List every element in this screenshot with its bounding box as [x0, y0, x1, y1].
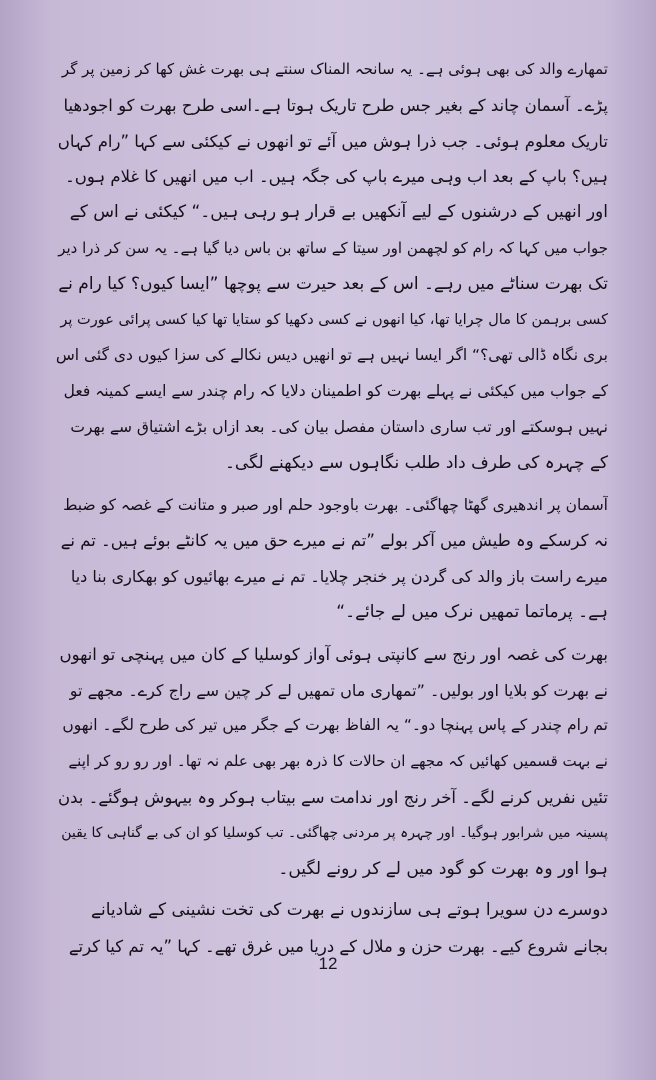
text-line: تاریک معلوم ہوئی۔ جب ذرا ہوش میں آئے تو انھوں نے کیکئی سے کہا ”رام کہاں: [57, 131, 608, 151]
text-line: کے جواب میں کیکئی نے پہلے بھرت کو اطمینان دلایا کہ رام چندر سے ایسے کمینہ فعل: [63, 382, 608, 401]
text-line: تئیں نفریں کرنے لگے۔ آخر رنج اور ندامت سے بیتاب ہوکر وہ بیہوش ہوگئے۔ بدن: [58, 787, 608, 807]
text-line: کے چہرہ کی طرف داد طلب نگاہوں سے دیکھنے لگی۔: [224, 452, 608, 473]
text-line: اور انھیں کے درشنوں کے لیے آنکھیں بے قرار ہو رہی ہیں۔“ کیکئی نے اس کے: [69, 202, 608, 223]
text-line: نہ کرسکے وہ طیش میں آکر بولے ”تم نے میرے حق میں یہ کانٹے بوئے ہیں۔ تم نے: [60, 531, 608, 551]
text-line: ہوا اور وہ بھرت کو گود میں لے کر رونے لگیں۔: [278, 858, 608, 879]
paragraph-3: [56, 637, 608, 888]
text-line: تک بھرت سناٹے میں رہے۔ اس کے بعد حیرت سے پوچھا ”ایسا کیوں؟ کیا رام نے: [58, 273, 608, 294]
paragraph-1: [56, 52, 608, 482]
text-line: دوسرے دن سویرا ہوتے ہی سازندوں نے بھرت کی تخت نشینی کے شادیانے: [91, 900, 608, 921]
text-line: بھرت کی غصہ اور رنج سے کانپتی ہوئی آواز کوسلیا کے کان میں پہنچی تو انھوں: [59, 644, 608, 664]
text-line: آسمان پر اندھیری گھٹا چھاگئی۔ بھرت باوجود حلم اور صبر و متانت کے غصہ کو ضبط: [63, 495, 608, 514]
text-line: پڑے۔ آسمان چاند کے بغیر جس طرح تاریک ہوتا ہے۔اسی طرح بھرت کو اجودھیا: [63, 95, 608, 115]
text-line: ہے۔ پرماتما تمھیں نرک میں لے جائے۔“: [336, 601, 608, 622]
page-number: 12: [318, 954, 338, 973]
text-line: نہیں ہوسکتے اور تب ساری داستان مفصل بیان کی۔ بعد ازاں بڑے اشتیاق سے بھرت: [70, 417, 608, 436]
text-line: میرے راست باز والد کی گردن پر خنجر چلایا۔ تم نے میرے بھائیوں کو بھکاری بنا دیا: [70, 567, 608, 587]
text-line: پسینہ میں شرابور ہوگیا۔ اور چہرہ پر مردنی چھاگئی۔ تب کوسلیا کو ان کی بے گناہی کا یقین: [61, 824, 608, 841]
body-text: [56, 52, 608, 965]
text-line: نے بھرت کو بلایا اور بولیں۔ ”تمھاری ماں تمھیں لے کر چین سے راج کرے۔ مجھے تو: [69, 680, 608, 700]
text-line: بجانے شروع کیے۔ بھرت حزن و ملال کے دریا میں غرق تھے۔ کہا ”یہ تم کیا کرتے: [68, 937, 608, 957]
paragraph-2: [56, 488, 608, 631]
text-line: جواب میں کہا کہ رام کو لچھمن اور سیتا کے ساتھ بن باس دیا گیا ہے۔ یہ سن کر ذرا دیر: [58, 238, 608, 257]
text-line: بری نگاہ ڈالی تھی؟“ اگر ایسا نہیں ہے تو انھیں دیس نکالے کی سزا کیوں دی گئی اس: [56, 346, 608, 365]
text-line: ہیں؟ باپ کے بعد اب وہی میرے باپ کی جگہ ہیں۔ اب میں انھیں کا غلام ہوں۔: [65, 167, 608, 187]
text-line: تم رام چندر کے پاس پہنچا دو۔“ یہ الفاظ بھرت کے جگر میں تیر کی طرح لگے۔ انھوں: [62, 716, 608, 735]
text-line: نے بہت قسمیں کھائیں کہ مجھے ان حالات کا ذرہ بھر بھی علم نہ تھا۔ اور رو رو کر اپنے: [68, 752, 608, 771]
text-line: کسی برہمن کا مال چرایا تھا، کیا انھوں نے کسی دکھیا کو ستایا تھا کیا کسی پرائی عورت پر: [60, 311, 608, 328]
text-line: تمھارے والد کی بھی ہوئی ہے۔ یہ سانحہ المناک سنتے ہی بھرت غش کھا کر زمین پر گر: [61, 60, 608, 78]
